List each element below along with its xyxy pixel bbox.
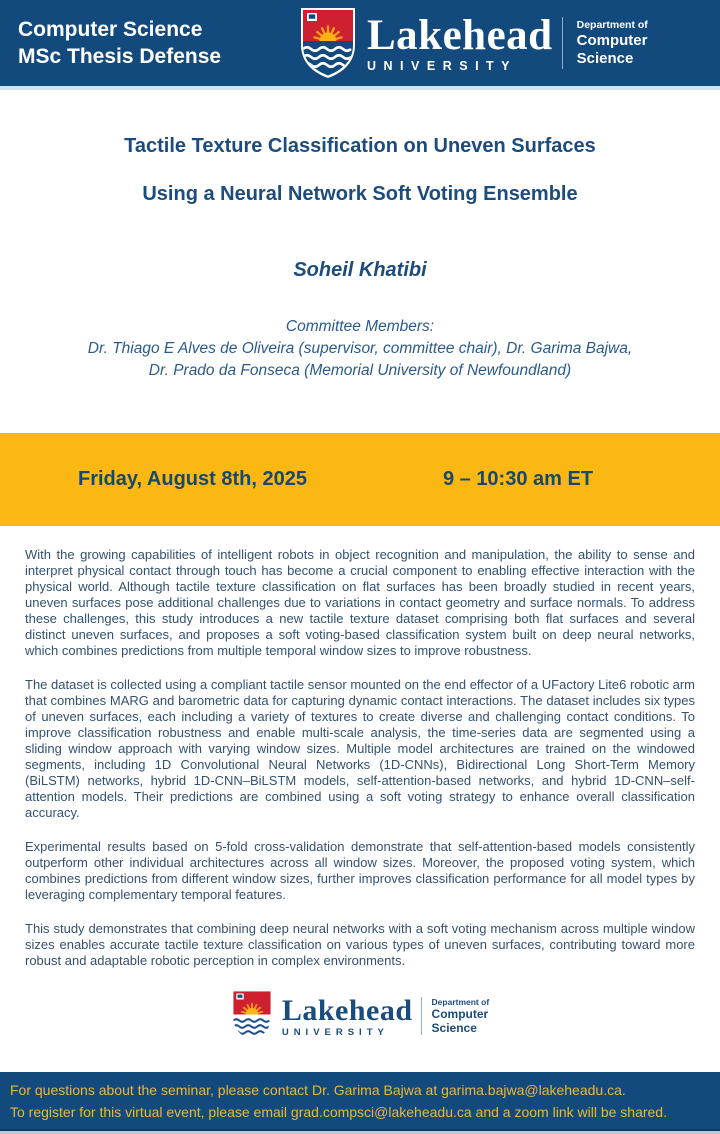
department-prefix: Department of <box>431 997 490 1007</box>
footer <box>0 1072 720 1134</box>
lakehead-wordmark: Lakehead <box>281 993 413 1027</box>
committee-line1: Dr. Thiago E Alves de Oliveira (supervisor, committee chair), Dr. Garima Bajwa, <box>87 340 633 357</box>
footer-contact-block <box>0 1072 720 1129</box>
abstract-paragraph-4: This study demonstrates that combining deep neural networks with a soft voting mechanism across multiple window sizes enables accurate tactile texture classification on various types of uneven surfaces, contributing toward more robust and adaptable robotic perception in complex environments. <box>25 921 695 968</box>
department-block <box>422 997 490 1035</box>
schedule-bar <box>0 433 720 526</box>
committee-line2: Dr. Prado da Fonseca (Memorial University of Newfoundland) <box>148 362 572 379</box>
speaker-name: Soheil Khatibi <box>293 259 427 281</box>
committee-block <box>0 316 720 382</box>
event-time: 9 – 10:30 am ET <box>442 468 594 490</box>
footer-contact-line: For questions about the seminar, please contact Dr. Garima Bajwa at garima.bajwa@lakeheadu.ca. <box>10 1082 626 1098</box>
thesis-title-line1: Tactile Texture Classification on Uneven Surfaces <box>124 135 596 157</box>
lakehead-logo-header <box>300 7 648 79</box>
abstract-paragraph-3: Experimental results based on 5-fold cross-validation demonstrate that self-attention-based models consistently outperform other individual architectures across all window sizes. Moreover, the proposed voting system, which combines predictions from different window sizes, further improves classification performance for all model types by leveraging complementary temporal features. <box>25 839 695 902</box>
lakehead-logo-footer <box>0 989 720 1043</box>
thesis-title-line2: Using a Neural Network Soft Voting Ensemble <box>142 183 578 205</box>
department-line2: Science <box>431 1021 477 1035</box>
department-line2: Science <box>576 49 634 67</box>
university-label: UNIVERSITY <box>367 58 518 73</box>
lakehead-wordmark-block <box>367 11 553 73</box>
abstract-paragraph-2: The dataset is collected using a compliant tactile sensor mounted on the end effector of a UFactory Lite6 robotic arm that combines MARG and barometric data for capturing dynamic contact interactions. The dataset includes six types of uneven surfaces, each including a variety of textures to create diverse and challenging contact conditions. To improve classification robustness and enable multi-scale analysis, the time-series data are segmented using a sliding window approach with varying window sizes. Multiple model architectures are trained on the windowed segments, including 1D Convolutional Neural Networks (1D-CNNs), Bidirectional Long Short-Term Memory (BiLSTM) networks, hybrid 1D-CNN–BiLSTM models, self-attention-based networks, and hybrid 1D-CNN–self-attention models. Their predictions are combined using a soft voting strategy to enhance overall classification accuracy. <box>25 677 695 820</box>
department-line1: Computer <box>431 1007 489 1021</box>
header-event-title-line1: Computer Science <box>18 18 203 41</box>
lakehead-wordmark-block <box>282 995 413 1038</box>
university-label: UNIVERSITY <box>281 1026 389 1038</box>
abstract-paragraph-1: With the growing capabilities of intelligent robots in object recognition and manipulation, the ability to sense and interpret physical contact through touch has become a crucial component to enabling effective interaction with the physical world. Although tactile texture classification on flat surfaces has been broadly studied in recent years, uneven surfaces pose additional challenges due to variations in contact geometry and surface normals. To address these challenges, this study introduces a new tactile texture dataset comprising both flat surfaces and several distinct uneven surfaces, and proposes a soft voting-based classification system built on deep neural networks, which combines predictions from multiple temporal window sizes to improve robustness. <box>25 547 695 658</box>
lakehead-wordmark: Lakehead <box>367 11 553 59</box>
header-event-title <box>18 16 300 70</box>
abstract <box>25 547 695 969</box>
header-banner <box>0 0 720 86</box>
lakehead-shield-icon <box>300 7 356 79</box>
lakehead-shield-icon <box>231 989 273 1043</box>
header-event-title-line2: MSc Thesis Defense <box>18 45 222 68</box>
header-accent-strip <box>0 86 720 90</box>
footer-register-line: To register for this virtual event, please email grad.compsci@lakeheadu.ca and a zoom link will be shared. <box>10 1104 667 1120</box>
department-block <box>563 19 648 68</box>
department-prefix: Department of <box>576 18 648 31</box>
department-line1: Computer <box>576 31 648 49</box>
event-date: Friday, August 8th, 2025 <box>78 468 307 490</box>
committee-heading: Committee Members: <box>285 318 435 335</box>
